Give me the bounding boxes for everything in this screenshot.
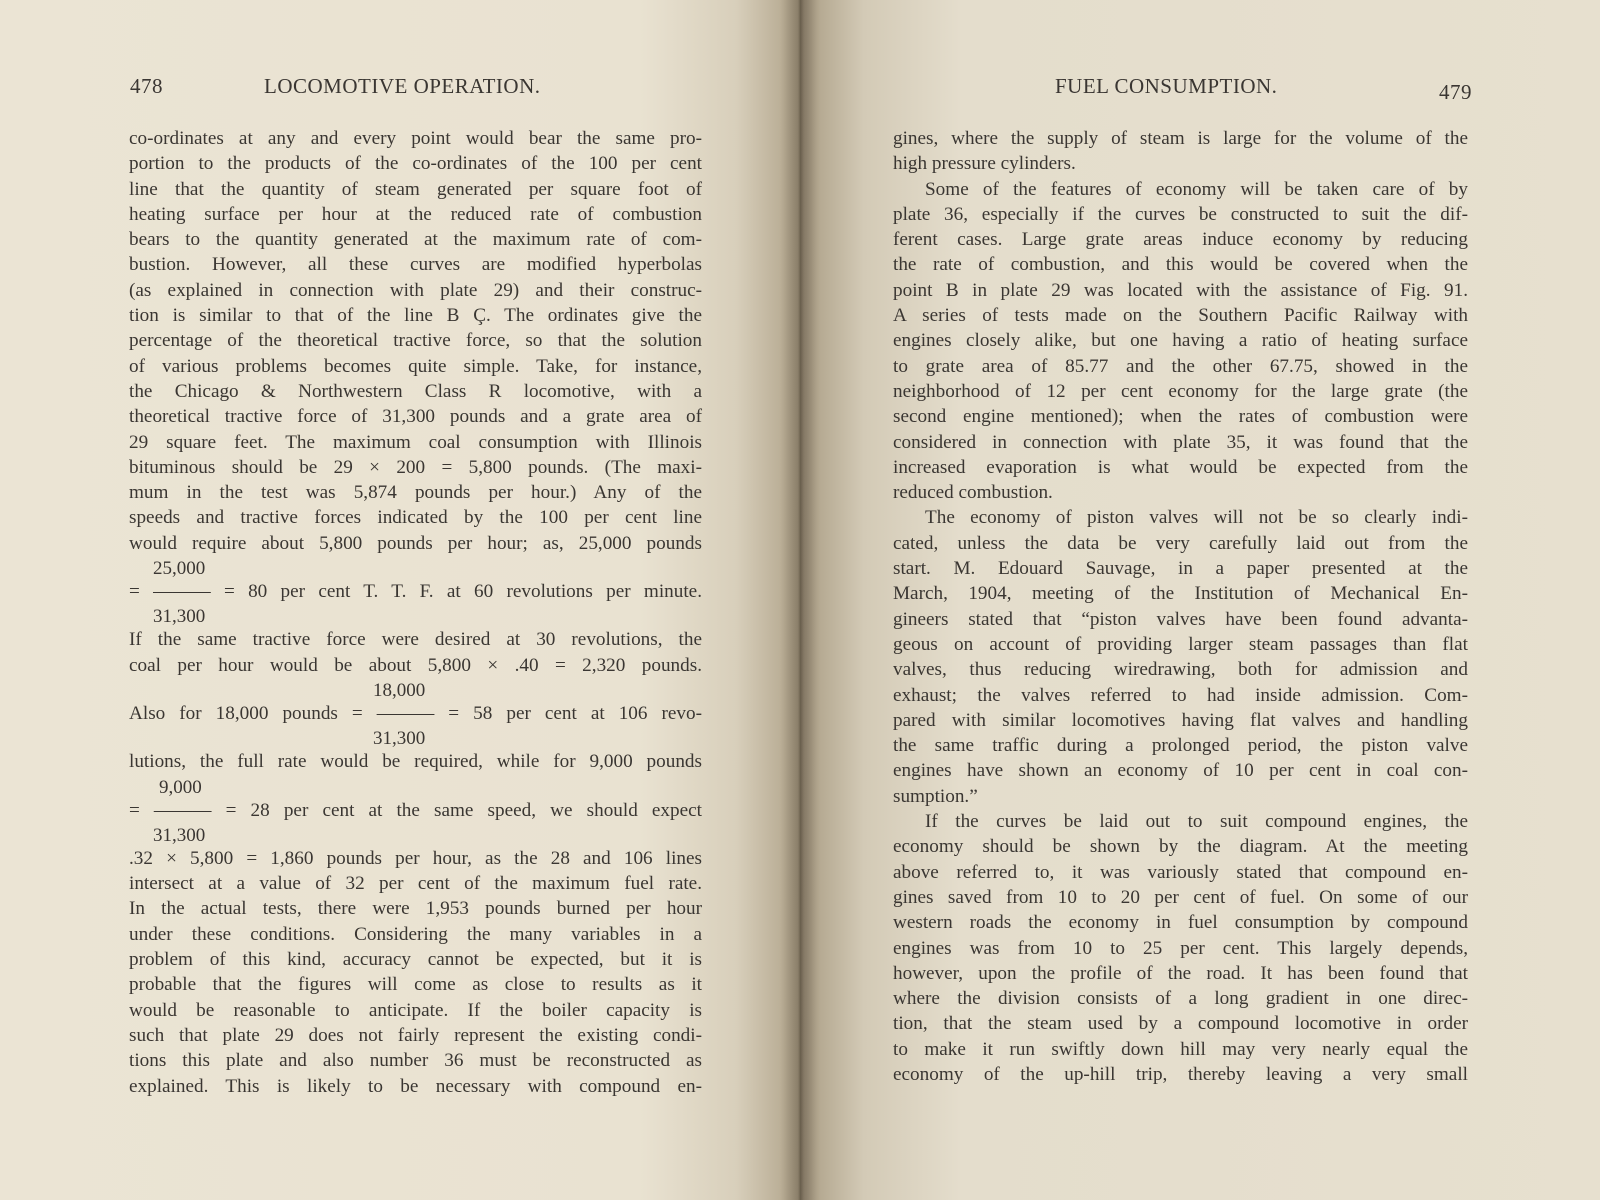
text-line: would be reasonable to anticipate. If the boiler capacity is — [129, 999, 702, 1021]
text-line: gines saved from 10 to 20 per cent of fuel. On some of our — [893, 886, 1468, 908]
text-line: would require about 5,800 pounds per hour; as, 25,000 pounds — [129, 532, 702, 554]
book-gutter — [780, 0, 820, 1200]
text-line: the same traffic during a prolonged period, the piston valve — [893, 735, 1468, 757]
text-line: engines have shown an economy of 10 per cent in coal con- — [893, 760, 1468, 782]
fraction-numerator-row — [129, 556, 702, 579]
text-line: probable that the figures will come as close to results as it — [129, 974, 702, 996]
text-line: lutions, the full rate would be required, while for 9,000 pounds — [129, 751, 702, 773]
text-line: explained. This is likely to be necessary with compound en- — [129, 1075, 702, 1097]
fraction-equation: = ——— = 28 per cent at the same speed, we should expect — [129, 799, 702, 821]
fraction-denominator-row — [129, 726, 702, 749]
fraction-denominator-row — [129, 823, 702, 846]
text-line: economy should be shown by the diagram. At the meeting — [893, 836, 1468, 858]
text-line: above referred to, it was variously stated that compound en- — [893, 861, 1468, 883]
fraction-numerator: 9,000 — [159, 776, 202, 798]
text-line: western roads the economy in fuel consumption by compound — [893, 912, 1468, 934]
text-line: engines closely alike, but one having a ratio of heating surface — [893, 330, 1468, 352]
text-line: to grate area of 85.77 and the other 67.75, showed in the — [893, 355, 1468, 377]
right-page-number: 479 — [1439, 80, 1472, 104]
text-line: exhaust; the valves referred to had inside admission. Com- — [893, 684, 1468, 706]
text-line: plate 36, especially if the curves be constructed to suit the dif- — [893, 203, 1468, 225]
text-line: tion, that the steam used by a compound locomotive in order — [893, 1013, 1468, 1035]
text-line: bustion. However, all these curves are modified hyperbolas — [129, 254, 702, 276]
text-line: percentage of the theoretical tractive force, so that the solution — [129, 330, 702, 352]
text-line: high pressure cylinders. — [893, 153, 1076, 175]
text-line: .32 × 5,800 = 1,860 pounds per hour, as the 28 and 106 lines — [129, 847, 702, 869]
text-line: March, 1904, meeting of the Institution of Mechanical En- — [893, 583, 1468, 605]
right-page-text — [893, 126, 1468, 1087]
text-line: tion is similar to that of the line B Ç. The ordinates give the — [129, 305, 702, 327]
text-line: In the actual tests, there were 1,953 pounds burned per hour — [129, 898, 702, 920]
text-line: 29 square feet. The maximum coal consumption with Illinois — [129, 431, 702, 453]
right-running-head: FUEL CONSUMPTION. — [1055, 74, 1278, 98]
text-line: A series of tests made on the Southern Pacific Railway with — [893, 305, 1468, 327]
text-line: reduced combustion. — [893, 482, 1053, 504]
text-line: where the division consists of a long gradient in one direc- — [893, 988, 1468, 1010]
text-line: bituminous should be 29 × 200 = 5,800 pounds. (The maxi- — [129, 456, 702, 478]
text-line: (as explained in connection with plate 29) and their construc- — [129, 279, 702, 301]
text-line: to make it run swiftly down hill may very nearly equal the — [893, 1038, 1468, 1060]
text-line: intersect at a value of 32 per cent of the maximum fuel rate. — [129, 873, 702, 895]
fraction-equation: = ——— = 80 per cent T. T. F. at 60 revolutions per minute. — [129, 581, 702, 603]
fraction-numerator: 18,000 — [373, 679, 426, 701]
fraction-equation: Also for 18,000 pounds = ——— = 58 per cent at 106 revo- — [129, 702, 702, 724]
text-line: geous on account of providing larger steam passages than flat — [893, 633, 1468, 655]
text-line: theoretical tractive force of 31,300 pounds and a grate area of — [129, 406, 702, 428]
fraction-numerator-row — [129, 775, 702, 798]
text-line: under these conditions. Considering the many variables in a — [129, 923, 702, 945]
fraction-denominator: 31,300 — [153, 606, 206, 628]
text-line: increased evaporation is what would be expected from the — [893, 456, 1468, 478]
text-line: gines, where the supply of steam is large for the volume of the — [893, 128, 1468, 149]
left-page-text — [129, 126, 702, 1099]
text-line: co-ordinates at any and every point would bear the same pro- — [129, 128, 702, 149]
text-line: speeds and tractive forces indicated by the 100 per cent line — [129, 507, 702, 529]
text-line: however, upon the profile of the road. It has been found that — [893, 962, 1468, 984]
paragraph-first-line: Some of the features of economy will be taken care of by — [925, 178, 1468, 200]
fraction-denominator-row — [129, 604, 702, 627]
left-page-number: 478 — [130, 74, 163, 98]
text-line: engines was from 10 to 25 per cent. This largely depends, — [893, 937, 1468, 959]
text-line: of various problems becomes quite simple. Take, for instance, — [129, 355, 702, 377]
text-line: coal per hour would be about 5,800 × .40 = 2,320 pounds. — [129, 654, 702, 676]
text-line: bears to the quantity generated at the maximum rate of com- — [129, 229, 702, 251]
text-line: pared with similar locomotives having flat valves and handling — [893, 709, 1468, 731]
paragraph-first-line: The economy of piston valves will not be so clearly indi- — [925, 507, 1468, 529]
text-line: cated, unless the data be very carefully laid out from the — [893, 532, 1468, 554]
text-line: second engine mentioned); when the rates of combustion were — [893, 406, 1468, 428]
fraction-numerator: 25,000 — [153, 558, 206, 580]
text-line: considered in connection with plate 35, it was found that the — [893, 431, 1468, 453]
text-line: the Chicago & Northwestern Class R locomotive, with a — [129, 380, 702, 402]
text-line: sumption.” — [893, 785, 978, 807]
text-line: If the same tractive force were desired at 30 revolutions, the — [129, 629, 702, 651]
fraction-numerator-row — [129, 678, 702, 701]
fraction-denominator: 31,300 — [153, 824, 206, 846]
text-line: heating surface per hour at the reduced rate of combustion — [129, 203, 702, 225]
text-line: gineers stated that “piston valves have been found advanta- — [893, 608, 1468, 630]
text-line: point B in plate 29 was located with the assistance of Fig. 91. — [893, 279, 1468, 301]
text-line: mum in the test was 5,874 pounds per hour.) Any of the — [129, 482, 702, 504]
text-line: valves, thus reducing wiredrawing, both for admission and — [893, 659, 1468, 681]
fraction-denominator: 31,300 — [373, 728, 426, 750]
text-line: start. M. Edouard Sauvage, in a paper presented at the — [893, 558, 1468, 580]
text-line: line that the quantity of steam generated per square foot of — [129, 178, 702, 200]
text-line: portion to the products of the co-ordinates of the 100 per cent — [129, 153, 702, 175]
text-line: problem of this kind, accuracy cannot be expected, but it is — [129, 949, 702, 971]
text-line: ferent cases. Large grate areas induce economy by reducing — [893, 229, 1468, 251]
left-running-head: LOCOMOTIVE OPERATION. — [264, 74, 541, 98]
paragraph-first-line: If the curves be laid out to suit compound engines, the — [925, 811, 1468, 833]
text-line: tions this plate and also number 36 must be reconstructed as — [129, 1050, 702, 1072]
text-line: such that plate 29 does not fairly represent the existing condi- — [129, 1024, 702, 1046]
text-line: neighborhood of 12 per cent economy for the large grate (the — [893, 380, 1468, 402]
text-line: the rate of combustion, and this would be covered when the — [893, 254, 1468, 276]
text-line: economy of the up-hill trip, thereby leaving a very small — [893, 1063, 1468, 1085]
